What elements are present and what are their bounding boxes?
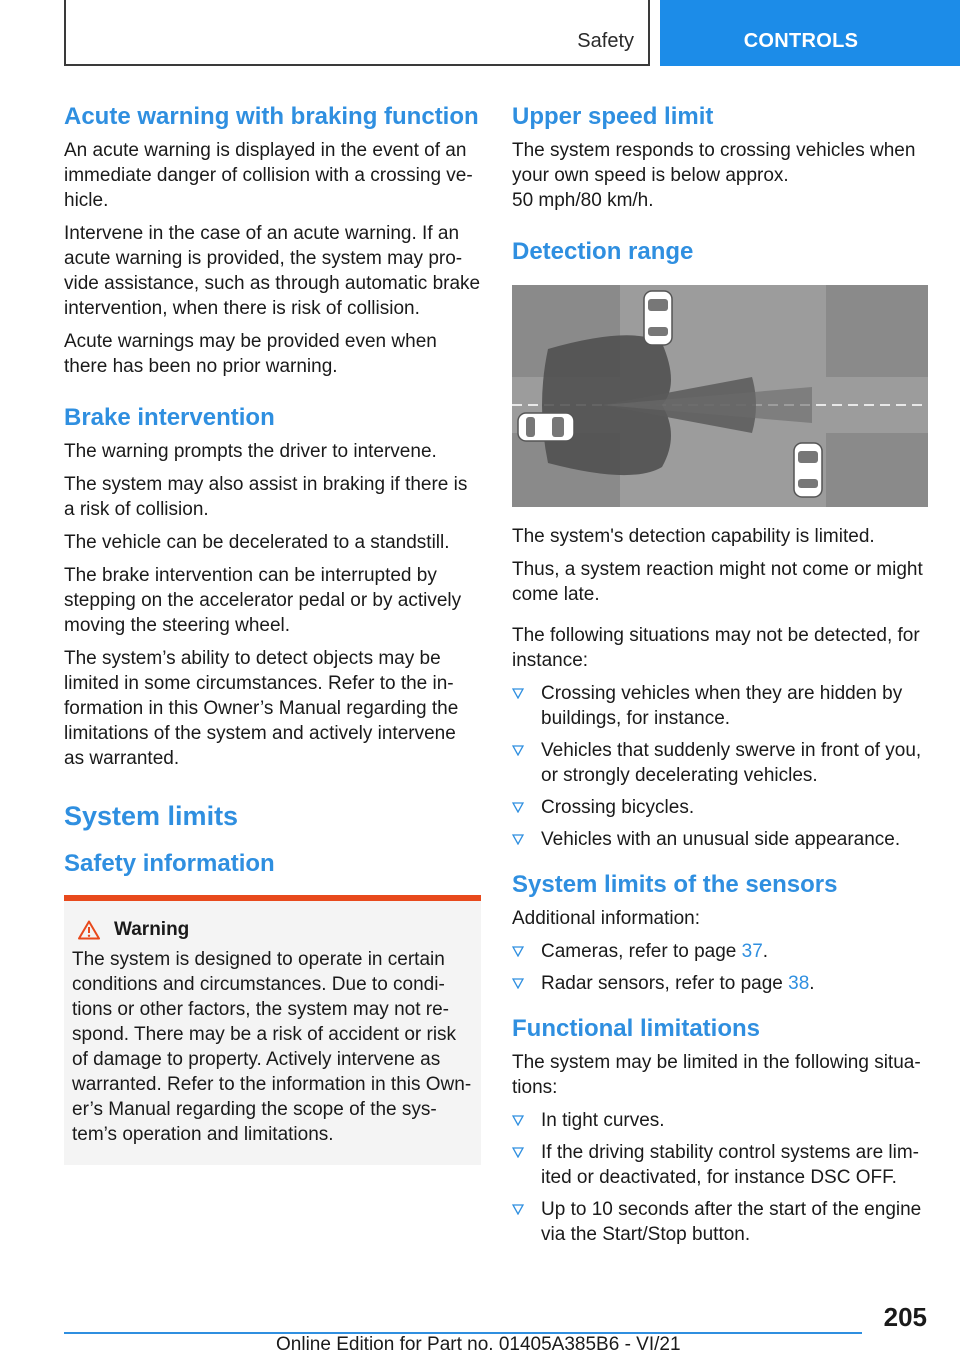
list-item: Crossing bicycles.	[512, 795, 928, 820]
triangle-bullet-icon	[512, 833, 524, 845]
triangle-bullet-icon	[512, 977, 524, 989]
warning-triangle-icon	[78, 920, 100, 940]
paragraph: The system's detection capability is limited.	[512, 526, 875, 547]
paragraph: The system may be limited in the following situa‐tions:	[512, 1052, 921, 1098]
header-chapter-label: CONTROLS	[743, 30, 859, 52]
paragraph: An acute warning is displayed in the event of an immediate danger of collision with a crossing ve‐hicle.	[64, 140, 473, 211]
paragraph: The following situations may not be detected, for instance:	[512, 625, 920, 671]
list-item: If the driving stability control systems are lim‐ited or deactivated, for instance DSC OFF.	[512, 1140, 928, 1190]
page-link-cameras[interactable]: 37	[741, 941, 763, 962]
paragraph: Intervene in the case of an acute warning. If an acute warning is provided, the system may pro‐vide assistance, such as through automatic brake intervention, when there is risk of collision.	[64, 223, 481, 319]
paragraph: The system responds to crossing vehicles when your own speed is below approx.	[512, 140, 916, 186]
footer-edition: Online Edition for Part no. 01405A385B6 - VI/21	[276, 1334, 681, 1355]
heading-system-limits: System limits	[64, 801, 239, 831]
detection-range-illustration	[512, 285, 928, 507]
page-link-radar[interactable]: 38	[788, 973, 810, 994]
list-item: Up to 10 seconds after the start of the engine via the Start/Stop button.	[512, 1197, 928, 1247]
heading-upper-speed-limit: Upper speed limit	[512, 103, 714, 130]
warning-title: Warning	[114, 919, 190, 940]
header-frame	[64, 0, 650, 66]
paragraph: The system may also assist in braking if there is a risk of collision.	[64, 474, 468, 520]
left-column	[64, 100, 481, 1165]
list-item: Vehicles with an unusual side appearance.	[512, 827, 928, 852]
heading-system-limits-sensors: System limits of the sensors	[512, 871, 838, 898]
heading-acute-warning: Acute warning with braking function	[64, 103, 479, 130]
functional-list	[512, 1108, 928, 1247]
sensor-list	[512, 939, 928, 996]
page-number: 205	[883, 1302, 927, 1332]
triangle-bullet-icon	[512, 1203, 524, 1215]
paragraph: The brake intervention can be interrupted by stepping on the accelerator pedal or by actively moving the steering wheel.	[64, 565, 462, 636]
detection-list	[512, 681, 928, 852]
list-item: Cameras, refer to page 37.	[512, 939, 928, 964]
paragraph: Additional information:	[512, 908, 700, 929]
triangle-bullet-icon	[512, 945, 524, 957]
triangle-bullet-icon	[512, 687, 524, 699]
list-item: Vehicles that suddenly swerve in front of you, or strongly decelerating vehicles.	[512, 738, 928, 788]
triangle-bullet-icon	[512, 801, 524, 813]
header-section-title: Safety	[577, 30, 634, 52]
paragraph: Thus, a system reaction might not come or might come late.	[512, 559, 923, 605]
heading-functional-limitations: Functional limitations	[512, 1015, 761, 1042]
list-item: Radar sensors, refer to page 38.	[512, 971, 928, 996]
warning-header	[72, 919, 473, 941]
warning-text: The system is designed to operate in certain conditions and circumstances. Due to condi‐tions or other factors, the system may not re‐spond. There may be a risk of accident or risk of damage to property. Actively intervene as warranted. Refer to the information in this Own‐er’s Manual regarding the scope of the sys‐tem’s operation and limitations.	[72, 949, 472, 1145]
list-item: In tight curves.	[512, 1108, 928, 1133]
triangle-bullet-icon	[512, 744, 524, 756]
heading-brake-intervention: Brake intervention	[64, 404, 275, 431]
paragraph: The system’s ability to detect objects may be limited in some circumstances. Refer to the in‐formation in this Owner’s Manual regarding the limitations of the system and actively intervene as warranted.	[64, 648, 459, 769]
warning-box	[64, 895, 481, 1165]
paragraph: Acute warnings may be provided even when there has been no prior warning.	[64, 331, 437, 377]
paragraph: The warning prompts the driver to intervene.	[64, 441, 437, 462]
paragraph-speed: 50 mph/80 km/h.	[512, 190, 654, 211]
list-item: Crossing vehicles when they are hidden by buildings, for instance.	[512, 681, 928, 731]
triangle-bullet-icon	[512, 1146, 524, 1158]
header-chapter-tab	[660, 0, 960, 66]
heading-detection-range: Detection range	[512, 238, 694, 265]
triangle-bullet-icon	[512, 1114, 524, 1126]
right-column	[512, 100, 928, 1255]
paragraph: The vehicle can be decelerated to a standstill.	[64, 532, 450, 553]
heading-safety-information: Safety information	[64, 850, 275, 877]
